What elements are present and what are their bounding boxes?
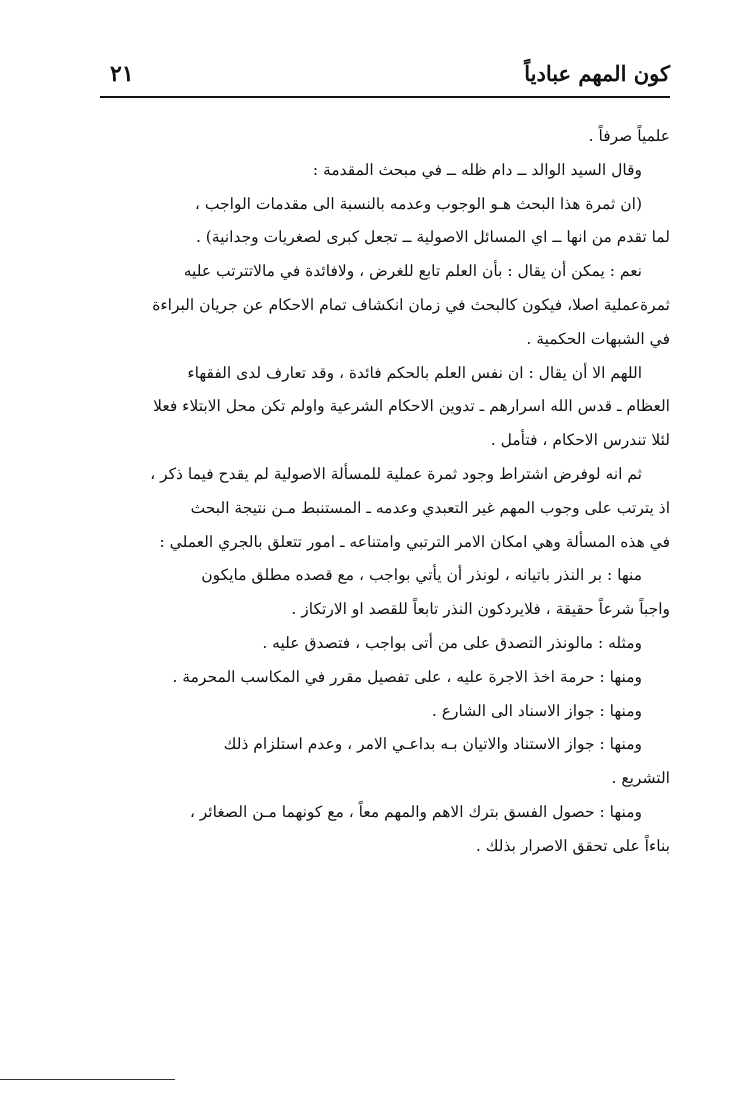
page-number: ٢١ [110, 61, 134, 87]
running-title: كون المهم عبادياً [524, 61, 670, 86]
text-line: ومنها : جواز الاستناد والاتيان بـه بداعـي الامر ، وعدم استلزام ذلك [223, 735, 642, 754]
text-line: ومنها : حرمة اخذ الاجرة عليه ، على تفصيل مقرر في المكاسب المحرمة . [172, 667, 642, 686]
text-line: منها : بر النذر باتيانه ، لونذر أن يأتي بواجب ، مع قصده مطلق مايكون [201, 566, 642, 585]
text-line: اللهم الا أن يقال : ان نفس العلم بالحكم فائدة ، وقد تعارف لدى الفقهاء [187, 363, 642, 382]
footer-rule [0, 1079, 175, 1080]
text-line: نعم : يمكن أن يقال : بأن العلم تابع للغرض ، ولافائدة في مالاتترتب عليه [183, 262, 642, 281]
text-line: ومنها : جواز الاسناد الى الشارع . [431, 701, 642, 720]
text-line: ومثله : مالونذر التصدق على من أتى بواجب ، فتصدق عليه . [262, 633, 642, 652]
text-line: لما تقدم من انها ــ اي المسائل الاصولية ــ تجعل كبرى لصغريات وجدانية) . [195, 228, 670, 247]
text-line: بناءاً على تحقق الاصرار بذلك . [475, 836, 670, 855]
text-line: اذ يترتب على وجوب المهم غير التعبدي وعدمه ـ المستنبط مـن نتيجة البحث [190, 498, 670, 517]
header-rule [100, 96, 670, 98]
text-line: لئلا تندرس الاحكام ، فتأمل . [490, 431, 670, 450]
text-line: ثم انه لوفرض اشتراط وجود ثمرة عملية للمسألة الاصولية لم يقدح فيما ذكر ، [150, 464, 642, 483]
text-line: علمياً صرفاً . [588, 127, 670, 145]
text-line: واجباً شرعاً حقيقة ، فلايردكون النذر تابعاً للقصد او الارتكاز . [291, 600, 670, 619]
text-line: العظام ـ قدس الله اسرارهم ـ تدوين الاحكام الشرعية واولم تكن محل الابتلاء فعلا [153, 397, 670, 416]
text-line: وقال السيد الوالد ــ دام ظله ــ في مبحث المقدمة : [312, 160, 642, 179]
text-line: التشريع . [611, 769, 670, 788]
text-line: ومنها : حصول الفسق بترك الاهم والمهم معاً ، مع كونهما مـن الصغائر ، [189, 802, 642, 821]
text-line: ثمرةعملية اصلا، فيكون كالبحث في زمان انكشاف تمام الاحكام عن جريان البراءة [152, 295, 670, 314]
text-line: (ان ثمرة هذا البحث هـو الوجوب وعدمه بالنسبة الى مقدمات الواجب ، [194, 194, 642, 213]
text-line: في الشبهات الحكمية . [526, 329, 670, 348]
body-text [55, 120, 670, 864]
text-line: في هذه المسألة وهي امكان الامر الترتبي وامتناعه ـ امور تتعلق بالجري العملي : [159, 532, 670, 551]
page-header [100, 55, 670, 95]
